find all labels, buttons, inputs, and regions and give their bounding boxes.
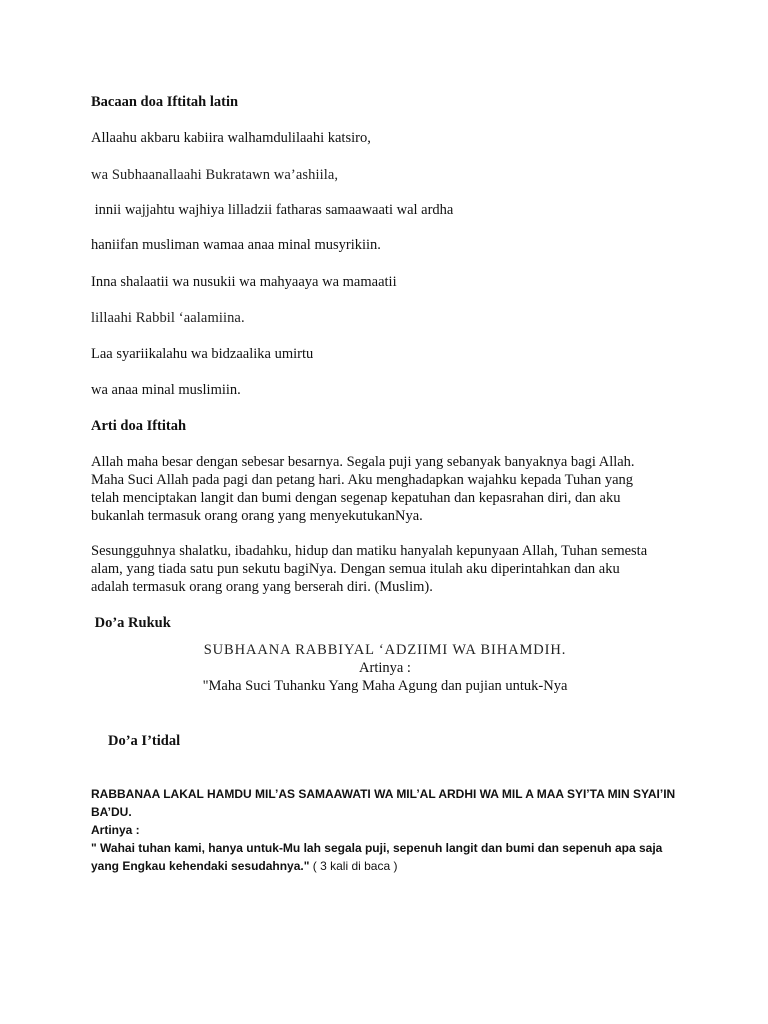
latin-line-5: Inna shalaatii wa nusukii wa mahyaaya wa mamaatii bbox=[91, 274, 397, 290]
arti-paragraph-2-line: alam, yang tiada satu pun sekutu bagiNya. Dengan semua itulah aku diperintahkan dan aku bbox=[91, 561, 620, 577]
itidal-meaning-line-1: " Wahai tuhan kami, hanya untuk-Mu lah segala puji, sepenuh langit dan bumi dan sepenuh apa saja bbox=[91, 841, 663, 855]
itidal-artinya-label: Artinya : bbox=[91, 823, 140, 837]
latin-line-3: innii wajjahtu wajhiya lilladzii fatharas samaawaati wal ardha bbox=[91, 202, 454, 218]
arti-paragraph-1-line: telah menciptakan langit dan bumi dengan segenap kepatuhan dan kepasrahan diri, dan aku bbox=[91, 490, 621, 506]
latin-line-4: haniifan musliman wamaa anaa minal musyrikiin. bbox=[91, 237, 381, 253]
arti-paragraph-2 bbox=[91, 542, 691, 596]
rukuk-text: SUBHAANA RABBIYAL ‘ADZIIMI WA BIHAMDIH. bbox=[203, 642, 567, 658]
latin-line-7: Laa syariikalahu wa bidzaalika umirtu bbox=[91, 346, 314, 362]
itidal-text-line: BA’DU. bbox=[91, 805, 132, 819]
latin-line-6: lillaahi Rabbil ‘aalamiina. bbox=[91, 310, 245, 326]
itidal-meaning-line-2-rest: ( 3 kali di baca ) bbox=[309, 859, 398, 873]
rukuk-artinya-label: Artinya : bbox=[359, 660, 411, 676]
arti-heading: Arti doa Iftitah bbox=[91, 418, 187, 434]
rukuk-heading: Do’a Rukuk bbox=[91, 615, 171, 631]
latin-line-2: wa Subhaanallaahi Bukratawn wa’ashiila, bbox=[91, 167, 339, 183]
itidal-block bbox=[91, 785, 691, 875]
latin-heading: Bacaan doa Iftitah latin bbox=[91, 94, 239, 110]
itidal-text-line: RABBANAA LAKAL HAMDU MIL’AS SAMAAWATI WA MIL’AL ARDHI WA MIL A MAA SYI’TA MIN SYAI’IN bbox=[91, 787, 676, 801]
arti-paragraph-2-line: Sesungguhnya shalatku, ibadahku, hidup dan matiku hanyalah kepunyaan Allah, Tuhan semesta bbox=[91, 543, 648, 559]
latin-line-1: Allaahu akbaru kabiira walhamdulilaahi katsiro, bbox=[91, 130, 371, 146]
itidal-meaning-line-2-bold: yang Engkau kehendaki sesudahnya." bbox=[91, 859, 310, 873]
latin-line-8: wa anaa minal muslimiin. bbox=[91, 382, 241, 398]
itidal-meaning-line-2 bbox=[91, 857, 691, 875]
arti-paragraph-2-line: adalah termasuk orang orang yang berserah diri. (Muslim). bbox=[91, 579, 433, 595]
arti-paragraph-1-line: Maha Suci Allah pada pagi dan petang hari. Aku menghadapkan wajahku kepada Tuhan yang bbox=[91, 472, 634, 488]
itidal-heading: Do’a I’tidal bbox=[108, 733, 181, 749]
rukuk-meaning: "Maha Suci Tuhanku Yang Maha Agung dan pujian untuk-Nya bbox=[202, 678, 568, 694]
arti-paragraph-1-line: Allah maha besar dengan sebesar besarnya. Segala puji yang sebanyak banyaknya bagi Allah. bbox=[91, 454, 635, 470]
arti-paragraph-1 bbox=[91, 453, 691, 525]
arti-paragraph-1-line: bukanlah termasuk orang orang yang menyekutukanNya. bbox=[91, 508, 423, 524]
